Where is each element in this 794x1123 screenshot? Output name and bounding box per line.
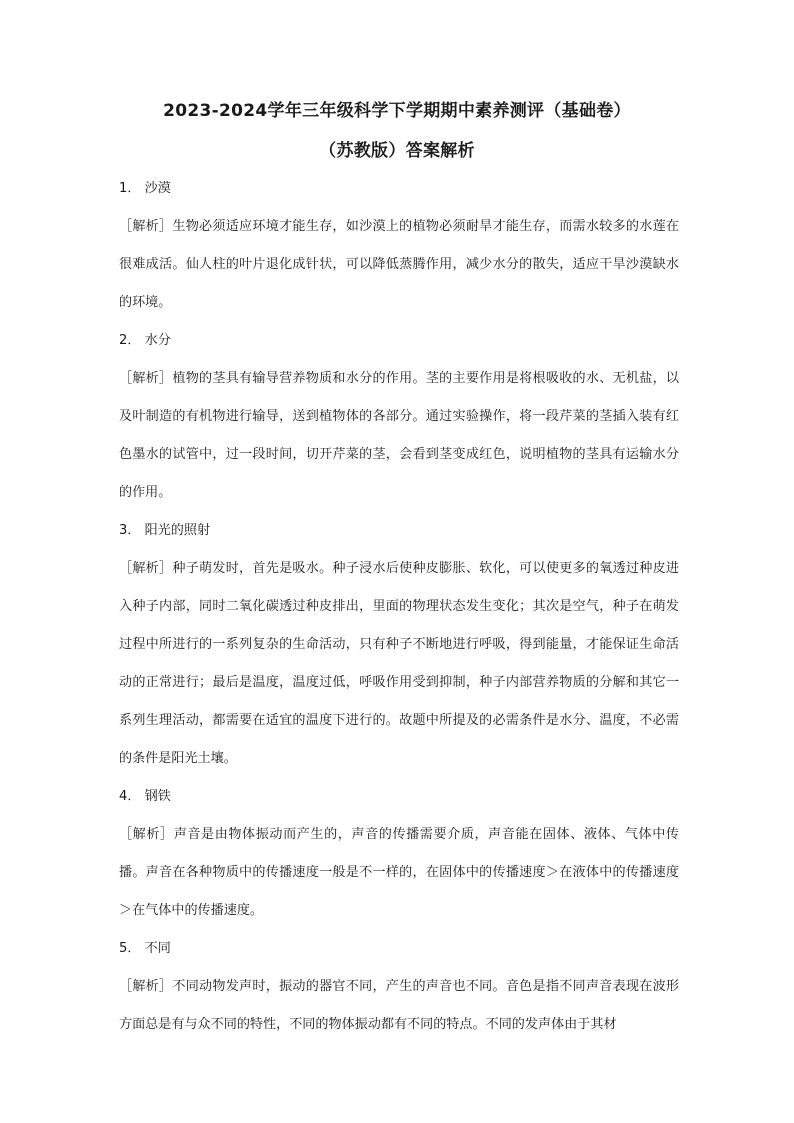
question-heading (119, 512, 679, 550)
question-item (119, 322, 679, 512)
question-answer: 阳光的照射 (144, 523, 211, 538)
question-number: 3． (119, 523, 141, 538)
question-answer: 水分 (144, 333, 171, 348)
question-item (119, 930, 679, 1044)
question-answer: 沙漠 (144, 181, 171, 196)
question-heading (119, 778, 679, 816)
question-number: 1． (119, 181, 141, 196)
question-heading (119, 930, 679, 968)
question-answer: 钢铁 (144, 789, 171, 804)
question-analysis: ［解析］种子萌发时，首先是吸水。种子浸水后使种皮膨胀、软化，可以使更多的氧透过种皮进入种子内部，同时二氧化碳透过种皮排出，里面的物理状态发生变化；其次是空气，种子在萌发过程中所进行的一系列复杂的生命活动，只有种子不断地进行呼吸，得到能量，才能保证生命活动的正常进行；最后是温度，温度过低，呼吸作用受到抑制，种子内部营养物质的分解和其它一系列生理活动，都需要在适宜的温度下进行的。故题中所提及的必需条件是水分、温度，不必需的条件是阳光土壤。 (119, 561, 679, 766)
question-analysis: ［解析］不同动物发声时，振动的器官不同，产生的声音也不同。音色是指不同声音表现在波形方面总是有与众不同的特性，不同的物体振动都有不同的特点。不同的发声体由于其材 (119, 979, 679, 1032)
question-heading (119, 170, 679, 208)
document-title-line2: （苏教版）答案解析 (319, 141, 475, 161)
question-heading (119, 322, 679, 360)
answer-list (119, 170, 679, 1044)
question-number: 2． (119, 333, 141, 348)
question-answer: 不同 (144, 941, 171, 956)
question-item (119, 512, 679, 778)
question-analysis: ［解析］生物必须适应环境才能生存，如沙漠上的植物必须耐旱才能生存，而需水较多的水莲在很难成活。仙人柱的叶片退化成针状，可以降低蒸腾作用，减少水分的散失，适应干旱沙漠缺水的环境。 (119, 219, 679, 310)
question-analysis: ［解析］植物的茎具有输导营养物质和水分的作用。茎的主要作用是将根吸收的水、无机盐，以及叶制造的有机物进行输导，送到植物体的各部分。通过实验操作，将一段芹菜的茎插入装有红色墨水的试管中，过一段时间，切开芹菜的茎，会看到茎变成红色，说明植物的茎具有运输水分的作用。 (119, 371, 679, 500)
question-analysis: ［解析］声音是由物体振动而产生的，声音的传播需要介质，声音能在固体、液体、气体中传播。声音在各种物质中的传播速度一般是不一样的，在固体中的传播速度＞在液体中的传播速度＞在气体中的传播速度。 (119, 827, 679, 918)
question-number: 5． (119, 941, 141, 956)
document-title-line1: 2023-2024学年三年级科学下学期期中素养测评（基础卷） (163, 101, 631, 121)
question-number: 4． (119, 789, 141, 804)
question-item (119, 778, 679, 930)
question-item (119, 170, 679, 322)
